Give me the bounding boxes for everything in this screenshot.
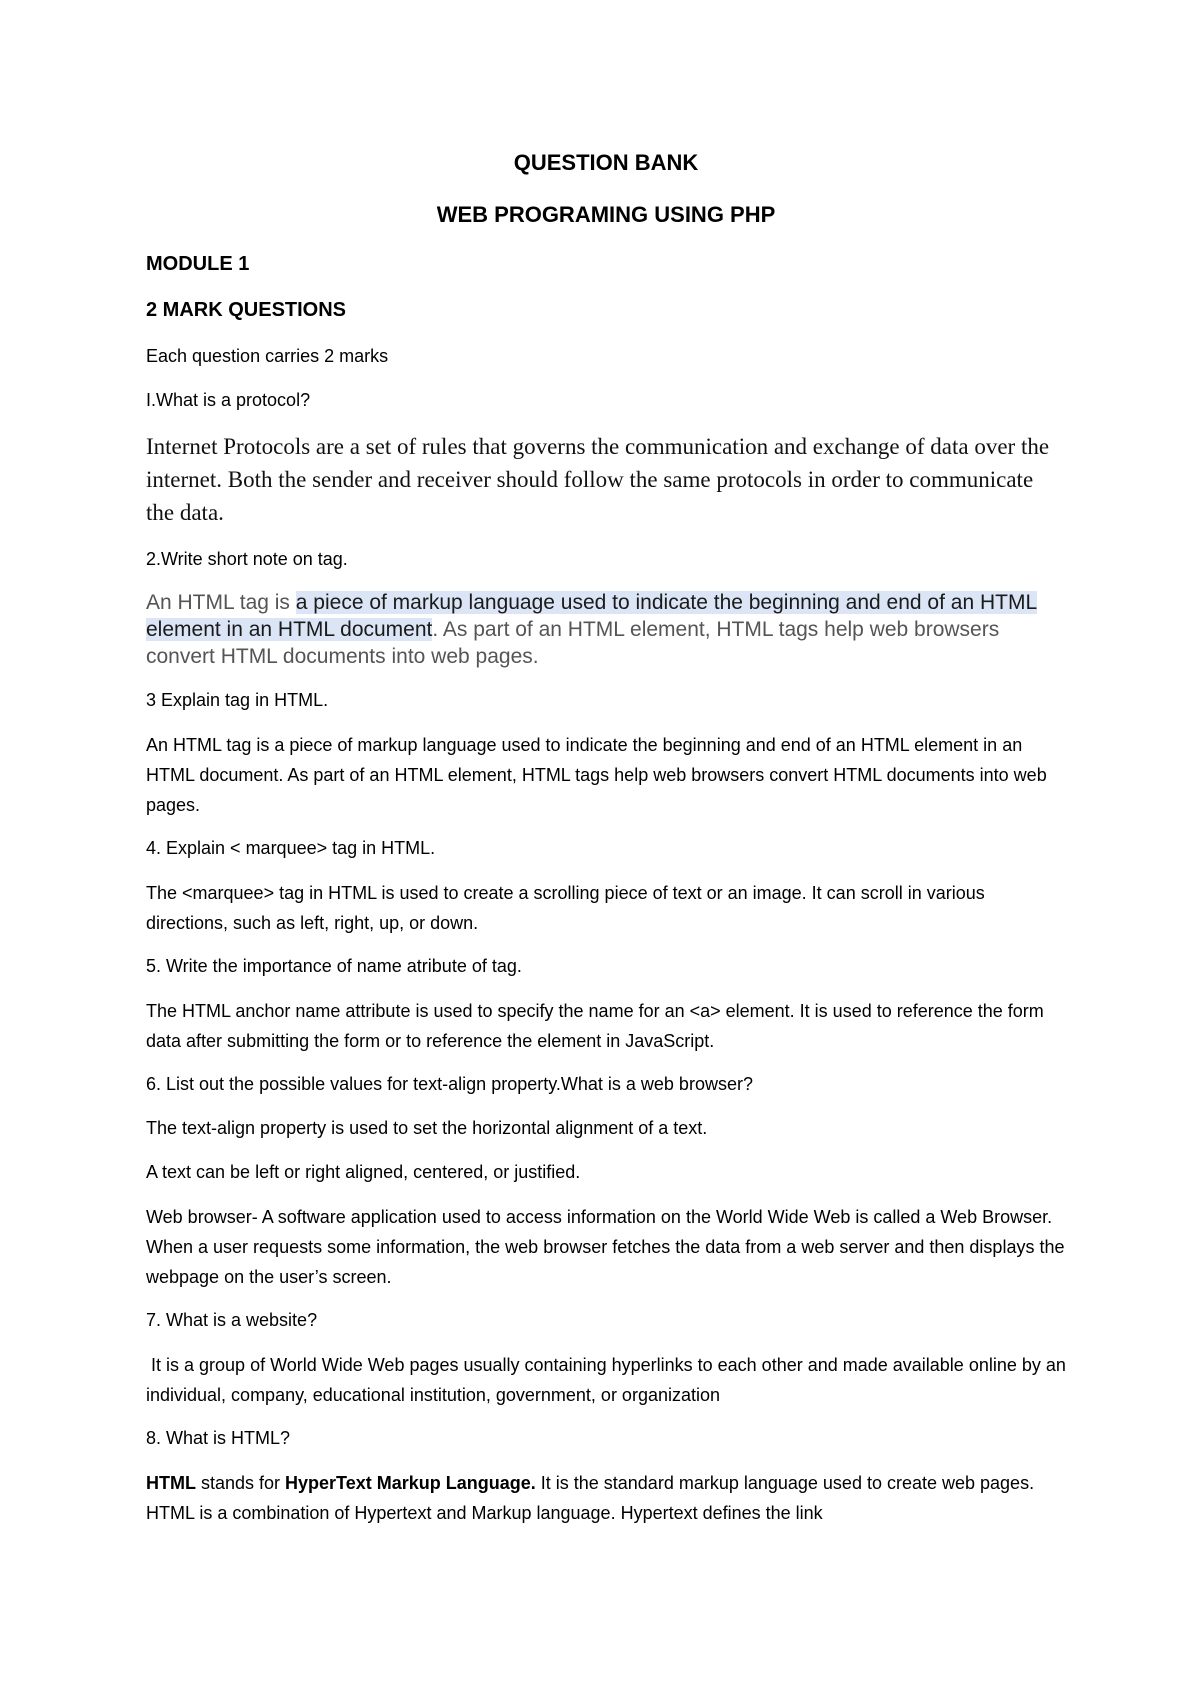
- answer-2-highlight: a piece of markup language used to indicate the beginning and end of an HTML element in an HTML document: [146, 591, 1038, 641]
- answer-3: An HTML tag is a piece of markup language used to indicate the beginning and end of an HTML element in an HTML document. As part of an HTML element, HTML tags help web browsers convert HTML documents into web pages.: [146, 735, 1047, 815]
- answer-8-text-1: stands for: [195, 1473, 286, 1493]
- doc-subtitle: WEB PROGRAMING USING PHP: [436, 202, 776, 227]
- document-content: [146, 148, 1071, 1542]
- section-heading: 2 MARK QUESTIONS: [146, 299, 347, 321]
- answer-2-pre: An HTML tag is: [146, 591, 296, 614]
- answer-5: The HTML anchor name attribute is used to specify the name for an <a> element. It is used to reference the form data after submitting the form or to reference the element in JavaScript.: [146, 1001, 1044, 1051]
- module-heading: MODULE 1: [146, 253, 250, 275]
- answer-8-hypertext-bold: HyperText Markup Language.: [285, 1473, 536, 1493]
- answer-8: [146, 1468, 1066, 1528]
- answer-6-line-3: Web browser- A software application used to access information on the World Wide Web is called a Web Browser. When a user requests some information, the web browser fetches the data from a web server and then displays the webpage on the user’s screen.: [146, 1207, 1065, 1287]
- question-4: 4. Explain < marquee> tag in HTML.: [146, 838, 436, 858]
- question-6: 6. List out the possible values for text-align property.What is a web browser?: [146, 1074, 753, 1094]
- question-1: I.What is a protocol?: [146, 390, 311, 410]
- marks-note: Each question carries 2 marks: [146, 346, 389, 366]
- question-7: 7. What is a website?: [146, 1310, 318, 1330]
- question-3: 3 Explain tag in HTML.: [146, 690, 329, 710]
- answer-6-line-1: The text-align property is used to set the horizontal alignment of a text.: [146, 1118, 708, 1138]
- question-2: 2.Write short note on tag.: [146, 549, 348, 569]
- answer-1: Internet Protocols are a set of rules that governs the communication and exchange of data over the internet. Both the sender and receiver should follow the same protocols in order to communicate the data.: [146, 434, 1050, 525]
- answer-7: It is a group of World Wide Web pages usually containing hyperlinks to each other and made available online by an individual, company, educational institution, government, or organization: [146, 1355, 1071, 1405]
- question-5: 5. Write the importance of name atribute of tag.: [146, 956, 522, 976]
- answer-8-html-bold: HTML: [146, 1473, 196, 1493]
- answer-8-text-2: It is the standard markup language used to create web pages. HTML is a combination of Hypertext and Markup language. Hypertext defines the link: [146, 1473, 1035, 1523]
- answer-2: [146, 589, 1066, 670]
- doc-title: QUESTION BANK: [513, 150, 699, 175]
- answer-2-post: . As part of an HTML element, HTML tags help web browsers convert HTML documents into web pages.: [146, 618, 1000, 668]
- question-8: 8. What is HTML?: [146, 1428, 291, 1448]
- answer-6-line-2: A text can be left or right aligned, centered, or justified.: [146, 1162, 581, 1182]
- answer-4: The <marquee> tag in HTML is used to create a scrolling piece of text or an image. It can scroll in various directions, such as left, right, up, or down.: [146, 883, 985, 933]
